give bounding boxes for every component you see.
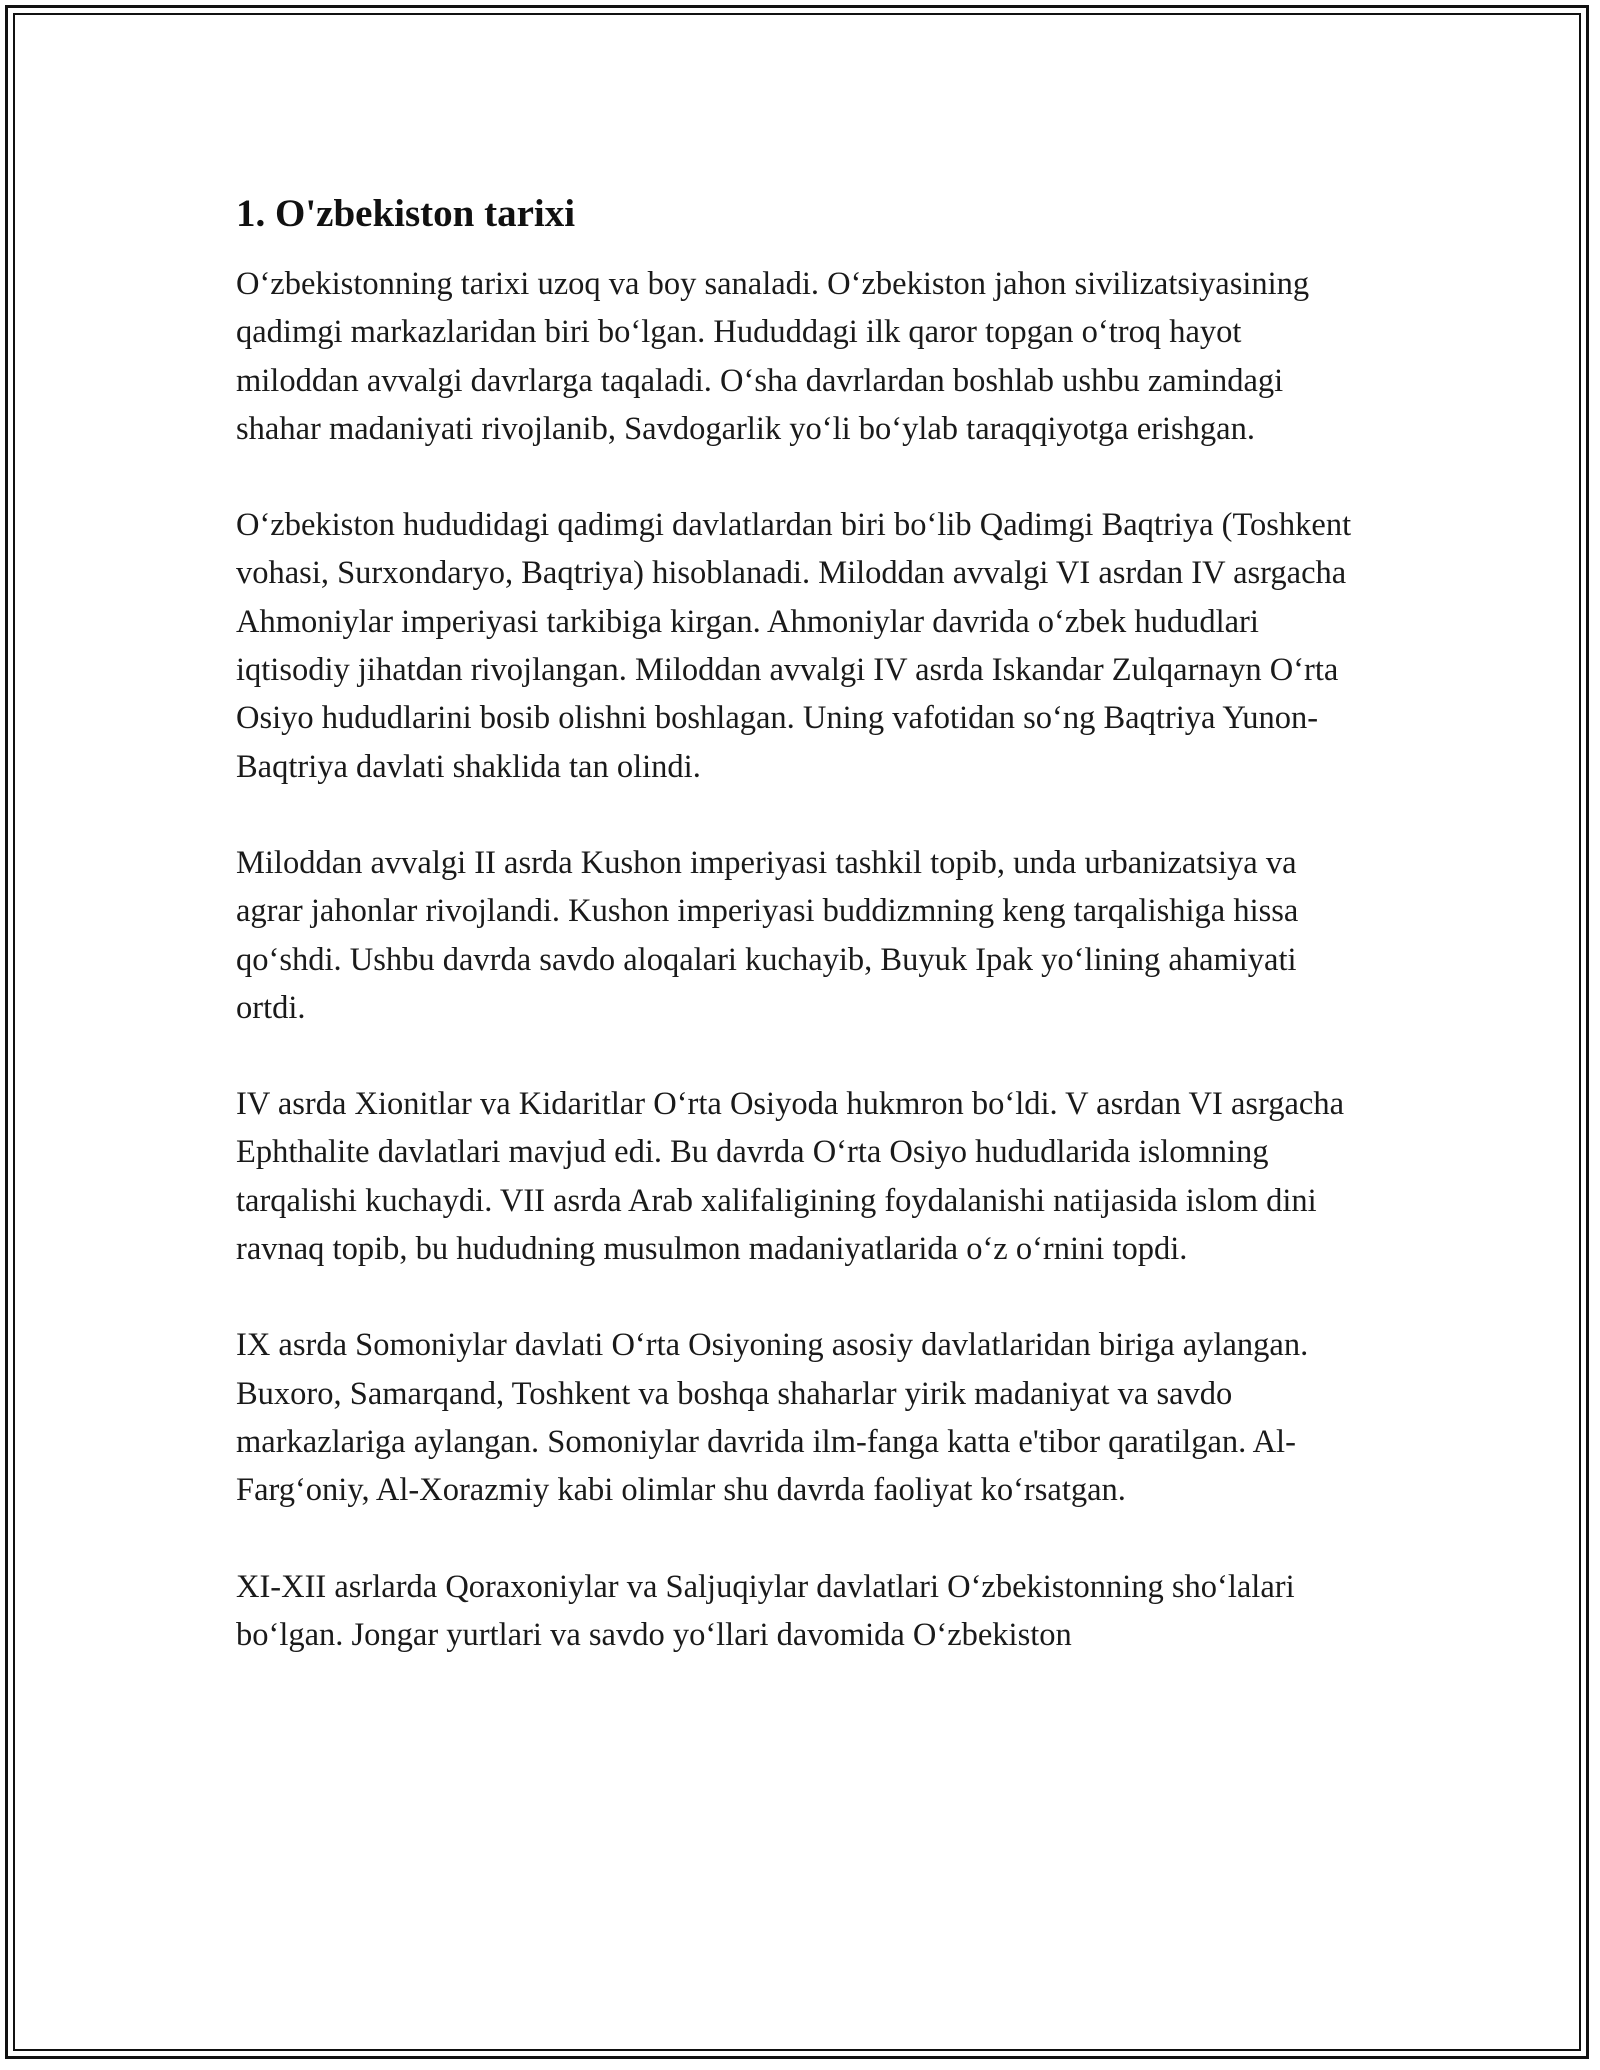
paragraph-1: O‘zbekistonning tarixi uzoq va boy sanaladi. O‘zbekiston jahon sivilizatsiyasining qadimgi markazlaridan biri bo‘lgan. Hududdagi ilk qaror topgan o‘troq hayot miloddan avvalgi davrlarga taqaladi. O‘sha davrlardan boshlab ushbu zamindagi shahar madaniyati rivojlanib, Savdogarlik yo‘li bo‘ylab taraqqiyotga erishgan. (236, 266, 1310, 447)
paragraph-2: O‘zbekiston hududidagi qadimgi davlatlardan biri bo‘lib Qadimgi Baqtriya (Toshkent vohasi, Surxondaryo, Baqtriya) hisoblanadi. Miloddan avvalgi VI asrdan IV asrgacha Ahmoniylar imperiyasi tarkibiga kirgan. Ahmoniylar davrida o‘zbek hududlari iqtisodiy jihatdan rivojlangan. Miloddan avvalgi IV asrda Iskandar Zulqarnayn O‘rta Osiyo hududlarini bosib olishni boshlagan. Uning vafotidan so‘ng Baqtriya Yunon-Baqtriya davlati shaklida tan olindi. (236, 507, 1352, 785)
paragraph-5: IX asrda Somoniylar davlati O‘rta Osiyoning asosiy davlatlaridan biriga aylangan. Buxoro, Samarqand, Toshkent va boshqa shaharlar yirik madaniyat va savdo markazlariga aylangan. Somoniylar davrida ilm-fanga katta e'tibor qaratilgan. Al-Farg‘oniy, Al-Xorazmiy kabi olimlar shu davrda faoliyat ko‘rsatgan. (236, 1327, 1309, 1509)
paragraph-3: Miloddan avvalgi II asrda Kushon imperiyasi tashkil topib, unda urbanizatsiya va agrar jahonlar rivojlandi. Kushon imperiyasi buddizmning keng tarqalishiga hissa qo‘shdi. Ushbu davrda savdo aloqalari kuchayib, Buyuk Ipak yo‘lining ahamiyati ortdi. (236, 844, 1299, 1026)
section-title: 1. O'zbekiston tarixi (236, 192, 576, 235)
paragraph-6: XI-XII asrlarda Qoraxoniylar va Saljuqiylar davlatlari O‘zbekistonning sho‘lalari bo‘lgan. Jongar yurtlari va savdo yo‘llari davomida O‘zbekiston (236, 1568, 1295, 1653)
paragraph-4: IV asrda Xionitlar va Kidaritlar O‘rta Osiyoda hukmron bo‘ldi. V asrdan VI asrgacha Ephthalite davlatlari mavjud edi. Bu davrda O‘rta Osiyo hududlarida islomning tarqalishi kuchaydi. VII asrda Arab xalifaligining foydalanishi natijasida islom dini ravnaq topib, bu hududning musulmon madaniyatlarida o‘z o‘rnini topdi. (236, 1086, 1345, 1268)
document-body (236, 190, 1366, 1707)
